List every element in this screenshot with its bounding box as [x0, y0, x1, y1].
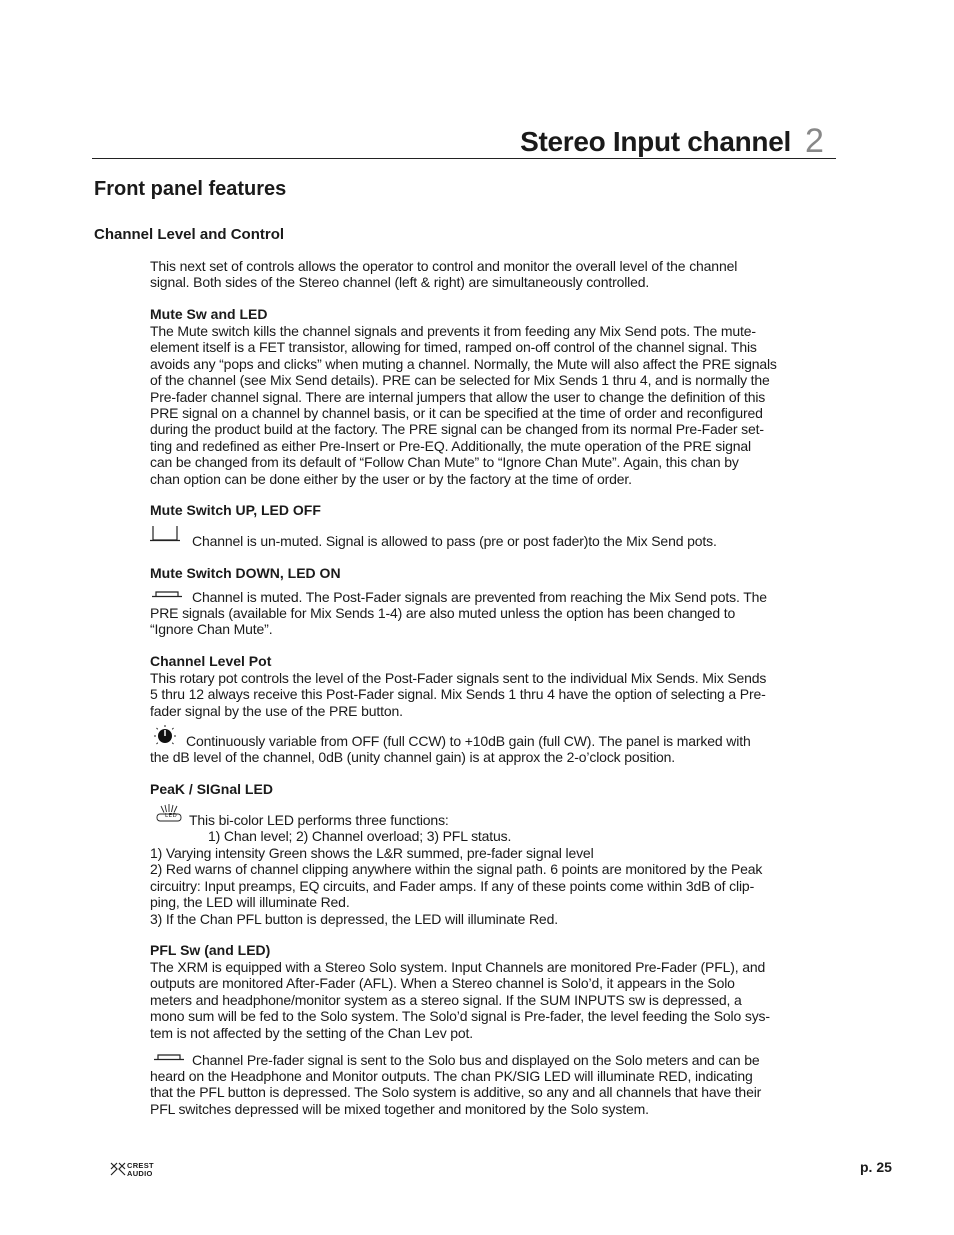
- section-title: Front panel features: [94, 178, 287, 200]
- text-line: ping, the LED will illuminate Red.: [150, 894, 350, 911]
- peak-first-line: This bi-color LED performs three functions:: [189, 812, 449, 828]
- crest-audio-logo: [110, 1160, 172, 1178]
- switch-down-icon: [152, 1053, 186, 1063]
- text-line: The XRM is equipped with a Stereo Solo system. Input Channels are monitored Pre-Fader (PFL), and: [150, 959, 766, 975]
- level-pot-heading: Channel Level Pot: [150, 653, 272, 669]
- text-line: during the product build at the factory. The PRE signal can be changed from its normal Pre-Fader set-: [150, 421, 764, 438]
- rotary-knob-icon: [152, 725, 178, 747]
- text-line: PRE signal on a channel by channel basis, or it can be specified at the time of order and reconfigured: [150, 405, 763, 422]
- switch-up-icon: [150, 525, 180, 545]
- text-line: can be changed from its default of “Follow Chan Mute” to “Ignore Chan Mute”. Again, this chan by: [150, 454, 739, 471]
- switch-down-icon: [150, 590, 184, 600]
- text-line: meters and headphone/monitor system as a stereo signal. If the SUM INPUTS sw is depressed, a: [150, 991, 742, 1008]
- led-icon-label: LED: [165, 813, 178, 819]
- pfl-paragraph: [150, 959, 770, 1041]
- mute-down-rest: [150, 605, 735, 638]
- pfl-icon-line-1: Channel Pre-fader signal is sent to the Solo bus and displayed on the Solo meters and can be: [192, 1052, 760, 1068]
- text-line: that the PFL button is depressed. The Solo system is additive, so any and all channels that have their: [150, 1084, 762, 1101]
- text-line: chan option can be done either by the user or by the factory at the time of order.: [150, 470, 632, 487]
- chapter-number: 2: [805, 122, 824, 160]
- text-line: circuitry: Input preamps, EQ circuits, and Fader amps. If any of these points come within 3dB of clip-: [150, 877, 755, 894]
- text-line: This next set of controls allows the operator to control and monitor the overall level of the channel: [150, 258, 738, 274]
- text-line: PFL switches depressed will be mixed together and monitored by the Solo system.: [150, 1100, 649, 1117]
- text-line: ting and redefined as either Pre-Insert or Pre-EQ. Additionally, the mute operation of the PRE signal: [150, 437, 751, 454]
- text-line: 5 thru 12 always receive this Post-Fader signal. Mix Sends 1 thru 4 have the option of selecting a Pre-: [150, 686, 766, 703]
- text-line: signal. Both sides of the Stereo channel (left & right) are simultaneously controlled.: [150, 274, 650, 291]
- logo-mark-icon: [110, 1161, 126, 1177]
- mute-down-line-1: Channel is muted. The Post-Fader signals are prevented from reaching the Mix Send pots. The: [192, 589, 767, 605]
- page-title: Stereo Input channel: [520, 126, 791, 157]
- mute-up-heading: Mute Switch UP, LED OFF: [150, 502, 321, 518]
- peak-paragraph: [150, 845, 762, 927]
- mute-paragraph: [150, 323, 777, 487]
- level-pot-icon-line-2: the dB level of the channel, 0dB (unity channel gain) is at approx the 2-o’clock position.: [150, 749, 676, 765]
- text-line: The Mute switch kills the channel signals and prevents it from feeding any Mix Send pots. The mute-: [150, 323, 756, 339]
- mute-heading: Mute Sw and LED: [150, 306, 268, 322]
- text-line: element itself is a FET transistor, allowing for timed, ramped on-off control of the channel signal. This: [150, 339, 757, 356]
- text-line: of the channel (see Mix Send details). PRE can be selected for Mix Sends 1 thru 4, and is normally the: [150, 372, 770, 389]
- header-divider: [92, 158, 836, 159]
- text-line: This rotary pot controls the level of the Post-Fader signals sent to the individual Mix Sends. Mix Sends: [150, 670, 767, 686]
- text-line: “Ignore Chan Mute”.: [150, 621, 273, 638]
- text-line: mono sum will be fed to the Solo system. The Solo’d signal is Pre-fader, the level feeding the Solo sys-: [150, 1008, 770, 1025]
- logo-line-1: CREST: [127, 1161, 154, 1170]
- text-line: heard on the Headphone and Monitor outputs. The chan PK/SIG LED will illuminate RED, indicating: [150, 1068, 753, 1084]
- text-line: 2) Red warns of channel clipping anywhere within the signal path. 6 points are monitored by the Peak: [150, 861, 763, 878]
- text-line: Pre-fader channel signal. There are internal jumpers that allow the user to change the definition of this: [150, 388, 766, 405]
- level-pot-icon-line-1: Continuously variable from OFF (full CCW) to +10dB gain (full CW). The panel is marked with: [186, 733, 751, 749]
- logo-line-2: AUDIO: [127, 1169, 153, 1178]
- text-line: avoids any “pops and clicks” when muting a channel. Normally, the Mute will also affect the PRE signals: [150, 355, 777, 372]
- mute-up-text: Channel is un-muted. Signal is allowed to pass (pre or post fader)to the Mix Send pots.: [192, 533, 717, 549]
- text-line: tem is not affected by the setting of the Chan Lev pot.: [150, 1024, 474, 1041]
- subsection-title: Channel Level and Control: [94, 226, 285, 243]
- peak-heading: PeaK / SIGnal LED: [150, 781, 273, 797]
- peak-second-line: 1) Chan level; 2) Channel overload; 3) PFL status.: [208, 828, 512, 844]
- text-line: PRE signals (available for Mix Sends 1-4) are also muted unless the option has been changed to: [150, 605, 736, 621]
- intro-paragraph: [150, 258, 737, 291]
- level-pot-paragraph: [150, 670, 766, 719]
- pfl-icon-rest: [150, 1068, 761, 1117]
- mute-down-heading: Mute Switch DOWN, LED ON: [150, 565, 341, 581]
- text-line: 1) Varying intensity Green shows the L&R summed, pre-fader signal level: [150, 845, 594, 861]
- page-number: p. 25: [860, 1159, 892, 1175]
- pfl-heading: PFL Sw (and LED): [150, 942, 271, 958]
- text-line: outputs are monitored After-Fader (AFL). When a Stereo channel is Solo’d, it appears in the Solo: [150, 975, 735, 992]
- text-line: 3) If the Chan PFL button is depressed, the LED will illuminate Red.: [150, 910, 558, 927]
- text-line: fader signal by the use of the PRE button.: [150, 702, 403, 719]
